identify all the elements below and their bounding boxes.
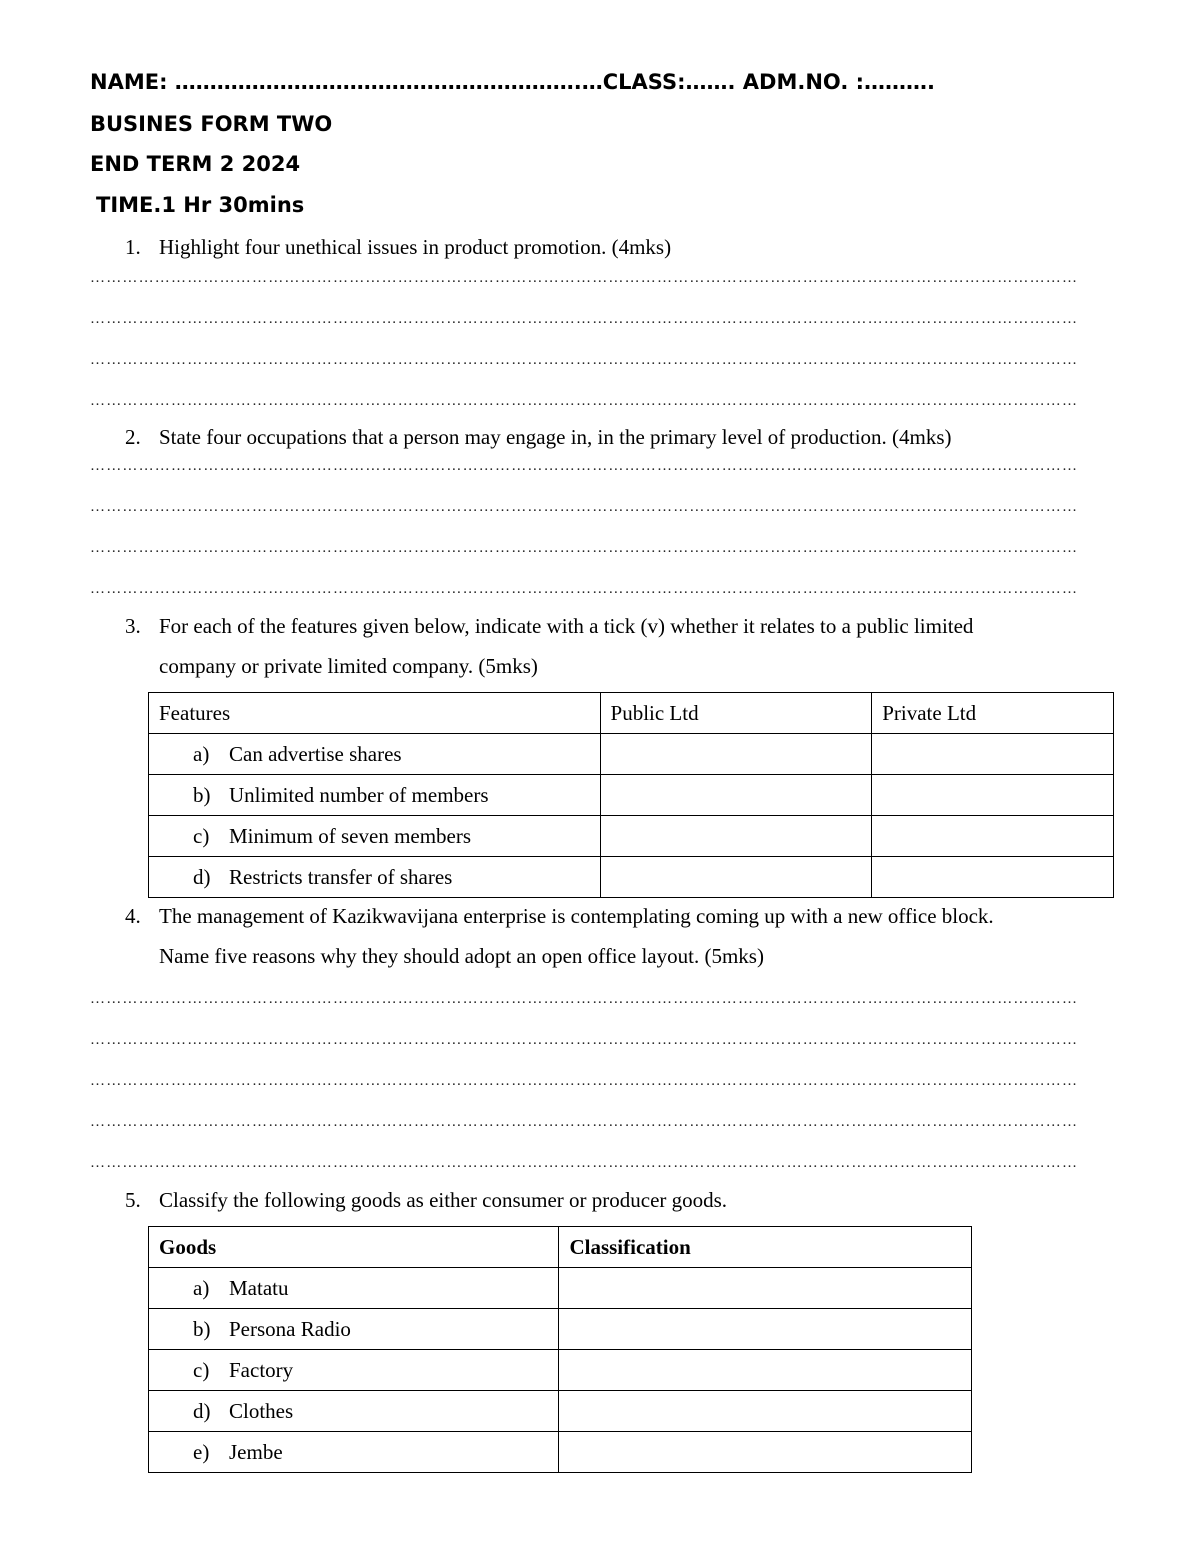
feature-text: Unlimited number of members: [229, 783, 489, 807]
table-row: [149, 1268, 972, 1309]
answer-line[interactable]: …………………………………………………………………………………………………………………………………………………………………: [90, 581, 1079, 597]
table-row: [149, 1350, 972, 1391]
question-text-continued: Name five reasons why they should adopt an open office layout. (5mks): [159, 944, 764, 968]
header-features: Features: [149, 693, 601, 734]
goods-classification-table: [148, 1226, 972, 1473]
classification-answer-cell[interactable]: [559, 1432, 972, 1473]
private-ltd-tick-cell[interactable]: [872, 816, 1114, 857]
public-ltd-tick-cell[interactable]: [600, 857, 872, 898]
question-number: 1.: [125, 235, 141, 259]
table-row: [149, 1391, 972, 1432]
answer-line[interactable]: …………………………………………………………………………………………………………………………………………………………………: [90, 270, 1079, 286]
item-letter: b): [193, 1317, 211, 1341]
question-text: The management of Kazikwavijana enterprise is contemplating coming up with a new office block.: [159, 904, 994, 928]
private-ltd-tick-cell[interactable]: [872, 734, 1114, 775]
feature-cell: [149, 816, 601, 857]
answer-line[interactable]: …………………………………………………………………………………………………………………………………………………………………: [90, 991, 1079, 1007]
goods-text: Persona Radio: [229, 1317, 351, 1341]
question-3: [125, 614, 973, 638]
feature-text: Minimum of seven members: [229, 824, 472, 848]
answer-line[interactable]: …………………………………………………………………………………………………………………………………………………………………: [90, 1032, 1079, 1048]
question-number: 3.: [125, 614, 141, 638]
table-row: [149, 775, 1114, 816]
classification-answer-cell[interactable]: [559, 1268, 972, 1309]
item-letter: a): [193, 742, 210, 766]
answer-line[interactable]: …………………………………………………………………………………………………………………………………………………………………: [90, 311, 1079, 327]
question-text: State four occupations that a person may engage in, in the primary level of production. (4mks): [159, 425, 952, 449]
question-5: [125, 1188, 727, 1212]
answer-line[interactable]: …………………………………………………………………………………………………………………………………………………………………: [90, 1155, 1079, 1171]
header-goods: Goods: [149, 1227, 559, 1268]
feature-text: Can advertise shares: [229, 742, 402, 766]
feature-cell: [149, 857, 601, 898]
header-public-ltd: Public Ltd: [600, 693, 872, 734]
table-header-row: [149, 693, 1114, 734]
time-allowed: TIME.1 Hr 30mins: [96, 193, 305, 217]
private-ltd-tick-cell[interactable]: [872, 857, 1114, 898]
question-number: 5.: [125, 1188, 141, 1212]
public-ltd-tick-cell[interactable]: [600, 734, 872, 775]
item-letter: c): [193, 824, 210, 848]
question-text: Classify the following goods as either consumer or producer goods.: [159, 1188, 728, 1212]
answer-line[interactable]: …………………………………………………………………………………………………………………………………………………………………: [90, 1114, 1079, 1130]
answer-line[interactable]: …………………………………………………………………………………………………………………………………………………………………: [90, 540, 1079, 556]
feature-cell: [149, 734, 601, 775]
public-ltd-tick-cell[interactable]: [600, 775, 872, 816]
goods-text: Factory: [229, 1358, 294, 1382]
goods-cell: [149, 1309, 559, 1350]
subject-title: BUSINES FORM TWO: [90, 112, 333, 136]
question-number: 4.: [125, 904, 141, 928]
question-4: [125, 904, 994, 928]
answer-line[interactable]: …………………………………………………………………………………………………………………………………………………………………: [90, 352, 1079, 368]
question-1: [125, 235, 671, 259]
exam-title: END TERM 2 2024: [90, 152, 301, 176]
question-text-continued: company or private limited company. (5mks): [159, 654, 538, 678]
item-letter: d): [193, 865, 211, 889]
answer-line[interactable]: …………………………………………………………………………………………………………………………………………………………………: [90, 393, 1079, 409]
goods-text: Jembe: [229, 1440, 283, 1464]
table-header-row: [149, 1227, 972, 1268]
question-2: [125, 425, 952, 449]
header-private-ltd: Private Ltd: [872, 693, 1114, 734]
item-letter: e): [193, 1440, 210, 1464]
answer-line[interactable]: …………………………………………………………………………………………………………………………………………………………………: [90, 458, 1079, 474]
item-letter: b): [193, 783, 211, 807]
goods-text: Matatu: [229, 1276, 289, 1300]
item-letter: a): [193, 1276, 210, 1300]
table-row: [149, 857, 1114, 898]
goods-cell: [149, 1391, 559, 1432]
goods-cell: [149, 1432, 559, 1473]
table-row: [149, 1432, 972, 1473]
answer-line[interactable]: …………………………………………………………………………………………………………………………………………………………………: [90, 499, 1079, 515]
classification-answer-cell[interactable]: [559, 1309, 972, 1350]
table-row: [149, 816, 1114, 857]
answer-line[interactable]: …………………………………………………………………………………………………………………………………………………………………: [90, 1073, 1079, 1089]
header-classification: Classification: [559, 1227, 972, 1268]
question-number: 2.: [125, 425, 141, 449]
goods-text: Clothes: [229, 1399, 294, 1423]
student-details-line: NAME: ………………………………………………….…CLASS:……. ADM.NO. :……….: [90, 70, 935, 94]
company-features-table: [148, 692, 1114, 898]
question-text: Highlight four unethical issues in product promotion. (4mks): [159, 235, 672, 259]
feature-cell: [149, 775, 601, 816]
private-ltd-tick-cell[interactable]: [872, 775, 1114, 816]
question-text: For each of the features given below, indicate with a tick (v) whether it relates to a public limited: [159, 614, 974, 638]
classification-answer-cell[interactable]: [559, 1391, 972, 1432]
table-row: [149, 1309, 972, 1350]
item-letter: d): [193, 1399, 211, 1423]
goods-cell: [149, 1350, 559, 1391]
table-row: [149, 734, 1114, 775]
public-ltd-tick-cell[interactable]: [600, 816, 872, 857]
item-letter: c): [193, 1358, 210, 1382]
feature-text: Restricts transfer of shares: [229, 865, 453, 889]
classification-answer-cell[interactable]: [559, 1350, 972, 1391]
goods-cell: [149, 1268, 559, 1309]
